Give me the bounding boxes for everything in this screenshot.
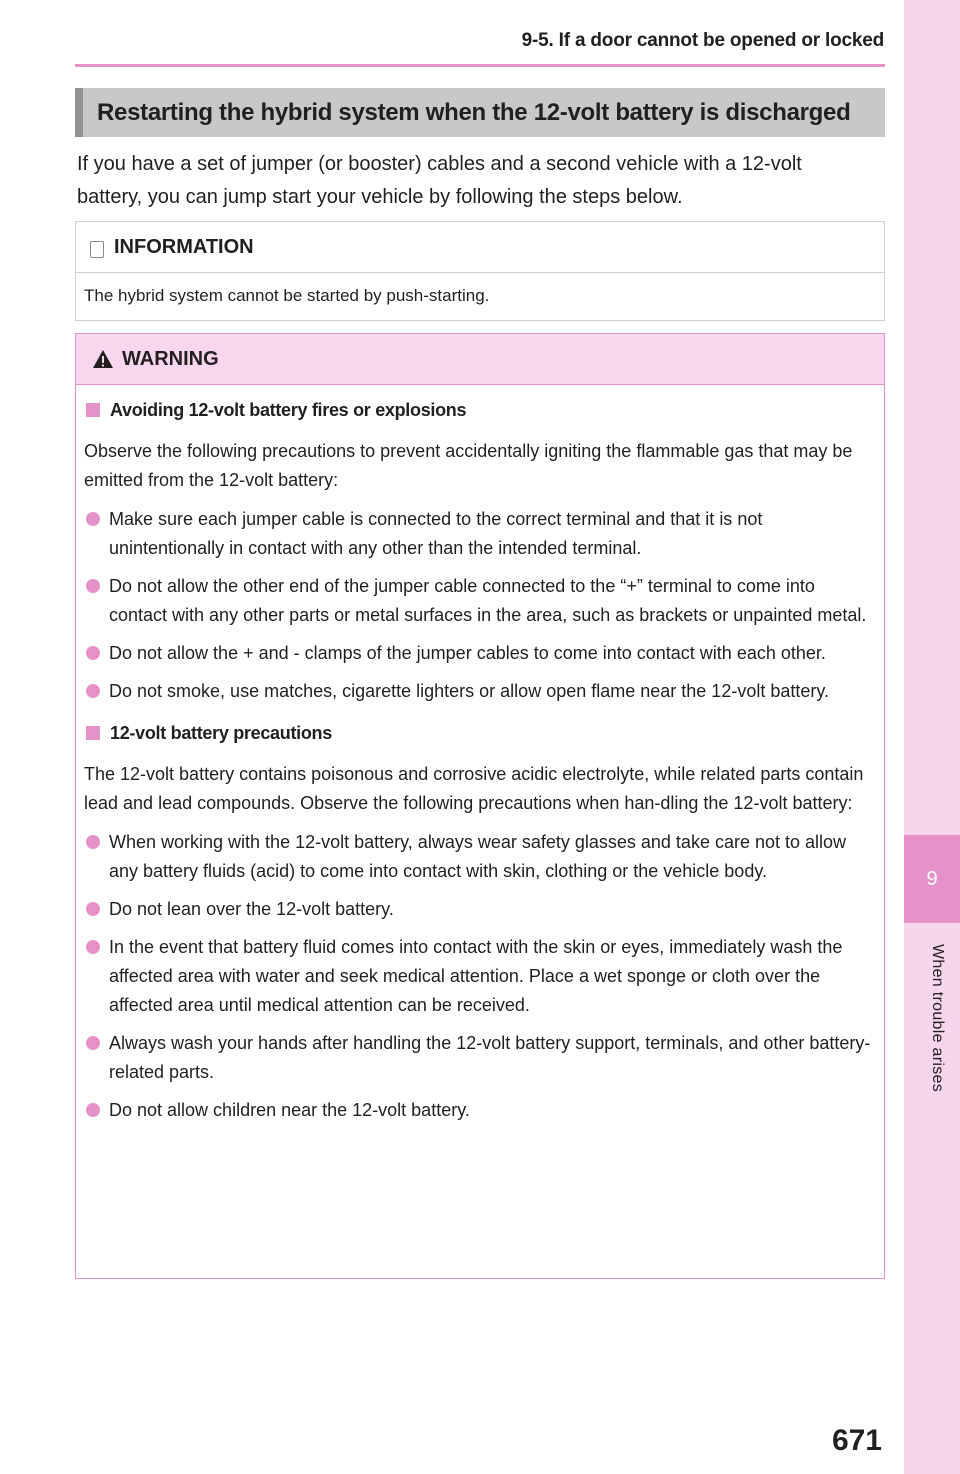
- subsection-intro: Observe the following precautions to prevent accidentally igniting the flammable gas that may be emitted from the 12-volt battery:: [84, 441, 853, 490]
- subsection-heading-text: Avoiding 12-volt battery fires or explosions: [110, 399, 467, 420]
- bullet-dot-icon: [86, 1103, 100, 1117]
- list-item-text: Do not allow children near the 12-volt battery.: [109, 1100, 470, 1120]
- information-text: The hybrid system cannot be started by push-starting.: [84, 286, 490, 305]
- list-item-text: When working with the 12-volt battery, always wear safety glasses and take care not to allow any battery fluids (acid) to come into contact with skin, clothing or the vehicle body.: [109, 832, 847, 881]
- intro-line: battery, you can jump start your vehicle by following the steps below.: [77, 186, 683, 208]
- list-item-text: Do not lean over the 12-volt battery.: [109, 899, 394, 919]
- list-item: [84, 1029, 874, 1087]
- warning-box: [75, 333, 885, 1279]
- bullet-dot-icon: [86, 1036, 100, 1050]
- side-tab: [904, 0, 960, 1474]
- section-heading: Restarting the hybrid system when the 12-volt battery is discharged: [75, 88, 885, 137]
- list-item-text: Do not allow the + and - clamps of the jumper cables to come into contact with each other.: [109, 643, 826, 663]
- running-head: 9-5. If a door cannot be opened or locked: [521, 30, 884, 51]
- warning-triangle-icon: [92, 349, 114, 369]
- bullet-dot-icon: [86, 835, 100, 849]
- list-item: [84, 895, 874, 924]
- subsection-heading: [84, 399, 874, 421]
- page-number: 671: [831, 1424, 882, 1457]
- bullet-dot-icon: [86, 684, 100, 698]
- warning-header: [76, 334, 884, 385]
- list-item: [84, 677, 874, 706]
- subsection-heading: [84, 722, 874, 744]
- information-title: INFORMATION: [114, 235, 254, 258]
- warning-body: [76, 385, 884, 1125]
- information-box: [75, 221, 885, 321]
- square-bullet-icon: [86, 403, 100, 417]
- list-item: [84, 572, 874, 630]
- information-icon: [90, 241, 104, 258]
- square-bullet-icon: [86, 726, 100, 740]
- list-item-text: Always wash your hands after handling the 12-volt battery support, terminals, and other battery-related parts.: [109, 1033, 871, 1082]
- bullet-dot-icon: [86, 646, 100, 660]
- intro-line: If you have a set of jumper (or booster) cables and a second vehicle with a 12-volt: [77, 153, 802, 175]
- list-item: [84, 1096, 874, 1125]
- list-item: [84, 639, 874, 668]
- list-item-text: Do not allow the other end of the jumper cable connected to the “+” terminal to come into contact with any other parts or metal surfaces in the area, such as brackets or unpainted metal.: [109, 576, 867, 625]
- intro-paragraph: [77, 148, 877, 214]
- list-item: [84, 933, 874, 1020]
- bullet-dot-icon: [86, 940, 100, 954]
- bullet-dot-icon: [86, 512, 100, 526]
- list-item-text: In the event that battery fluid comes into contact with the skin or eyes, immediately wash the affected area with water and seek medical attention. Place a wet sponge or cloth over the affected area until medical attention can be received.: [109, 937, 843, 1015]
- chapter-number-tab: 9: [904, 835, 960, 923]
- chapter-label: When trouble arises: [929, 944, 946, 1092]
- bullet-dot-icon: [86, 902, 100, 916]
- list-item-text: Make sure each jumper cable is connected to the correct terminal and that it is not unintentionally in contact with any other than the intended terminal.: [109, 509, 763, 558]
- bullet-dot-icon: [86, 579, 100, 593]
- subsection-intro: The 12-volt battery contains poisonous and corrosive acidic electrolyte, while related parts contain lead and lead compounds. Observe the following precautions when han-dling the 12-volt battery:: [84, 764, 864, 813]
- information-header: [76, 222, 884, 273]
- header-rule: [75, 64, 885, 67]
- subsection-heading-text: 12-volt battery precautions: [110, 722, 332, 743]
- list-item-text: Do not smoke, use matches, cigarette lighters or allow open flame near the 12-volt battery.: [109, 681, 830, 701]
- list-item: [84, 828, 874, 886]
- warning-title: WARNING: [122, 347, 219, 370]
- list-item: [84, 505, 874, 563]
